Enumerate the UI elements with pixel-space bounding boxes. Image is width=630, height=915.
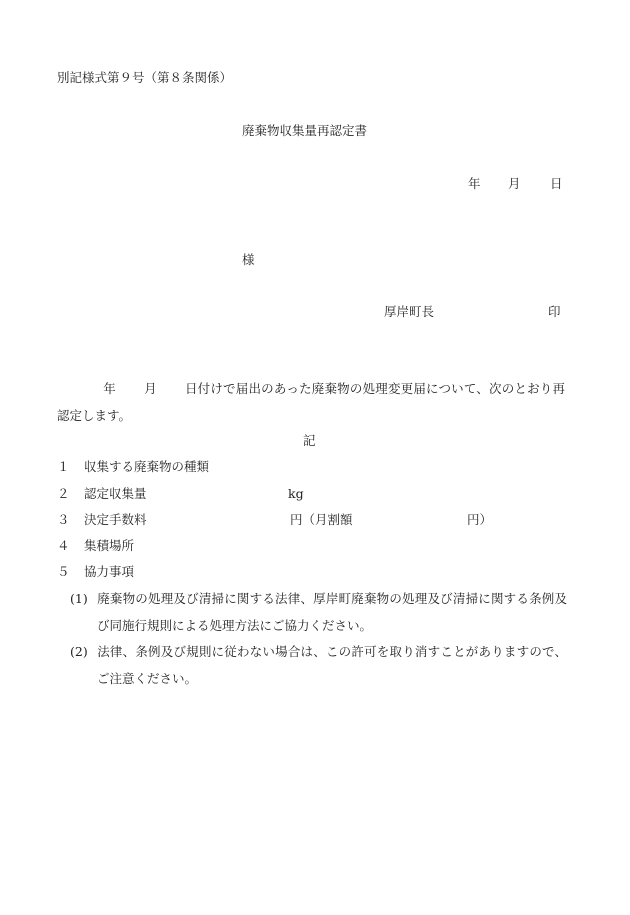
ki-heading: 記 <box>303 433 316 448</box>
body-year-label: 年 <box>103 381 116 396</box>
item-4 <box>57 540 134 553</box>
item-number: １ <box>57 459 70 474</box>
subitem-1 <box>70 585 567 639</box>
addressee-honorific: 様 <box>242 252 255 267</box>
item-2-unit: kg <box>288 486 304 501</box>
date-month-label: 月 <box>508 176 521 191</box>
date-year-label: 年 <box>468 176 481 191</box>
item-3-unit-end: 円） <box>467 512 493 527</box>
item-1 <box>57 461 209 474</box>
item-label: 収集する廃棄物の種類 <box>84 459 210 474</box>
item-2 <box>57 488 147 501</box>
subitem-number: (2) <box>70 644 88 659</box>
date-day-label: 日 <box>550 176 563 191</box>
issuer-name: 厚岸町長 <box>384 304 435 319</box>
item-label: 協力事項 <box>84 564 135 579</box>
subitem-text: 法律、条例及び規則に従わない場合は、この許可を取り消すことがありますので、ご注意ください。 <box>97 644 567 686</box>
item-3-unit: 円（月割額 <box>290 512 353 527</box>
document-title: 廃棄物収集量再認定書 <box>242 123 368 138</box>
item-label: 決定手数料 <box>84 512 147 527</box>
issuer-seal: 印 <box>548 304 561 319</box>
item-label: 認定収集量 <box>84 486 147 501</box>
body-month-label: 月 <box>143 381 157 396</box>
subitem-2 <box>70 638 567 692</box>
subitem-text: 廃棄物の処理及び清掃に関する法律、厚岸町廃棄物の処理及び清掃に関する条例及び同施行規則による処理方法にご協力ください。 <box>97 591 567 633</box>
item-label: 集積場所 <box>84 538 135 553</box>
item-number: ２ <box>57 486 70 501</box>
body-paragraph <box>57 375 565 429</box>
item-5 <box>57 566 134 579</box>
form-label: 別記様式第９号（第８条関係） <box>57 70 233 85</box>
item-number: ４ <box>57 538 70 553</box>
item-number: ５ <box>57 564 70 579</box>
subitem-number: (1) <box>70 591 88 606</box>
item-3 <box>57 514 147 527</box>
item-number: ３ <box>57 512 70 527</box>
body-text: 日付けで届出のあった廃棄物の処理変更届について、次のとおり再認定します。 <box>57 381 565 423</box>
